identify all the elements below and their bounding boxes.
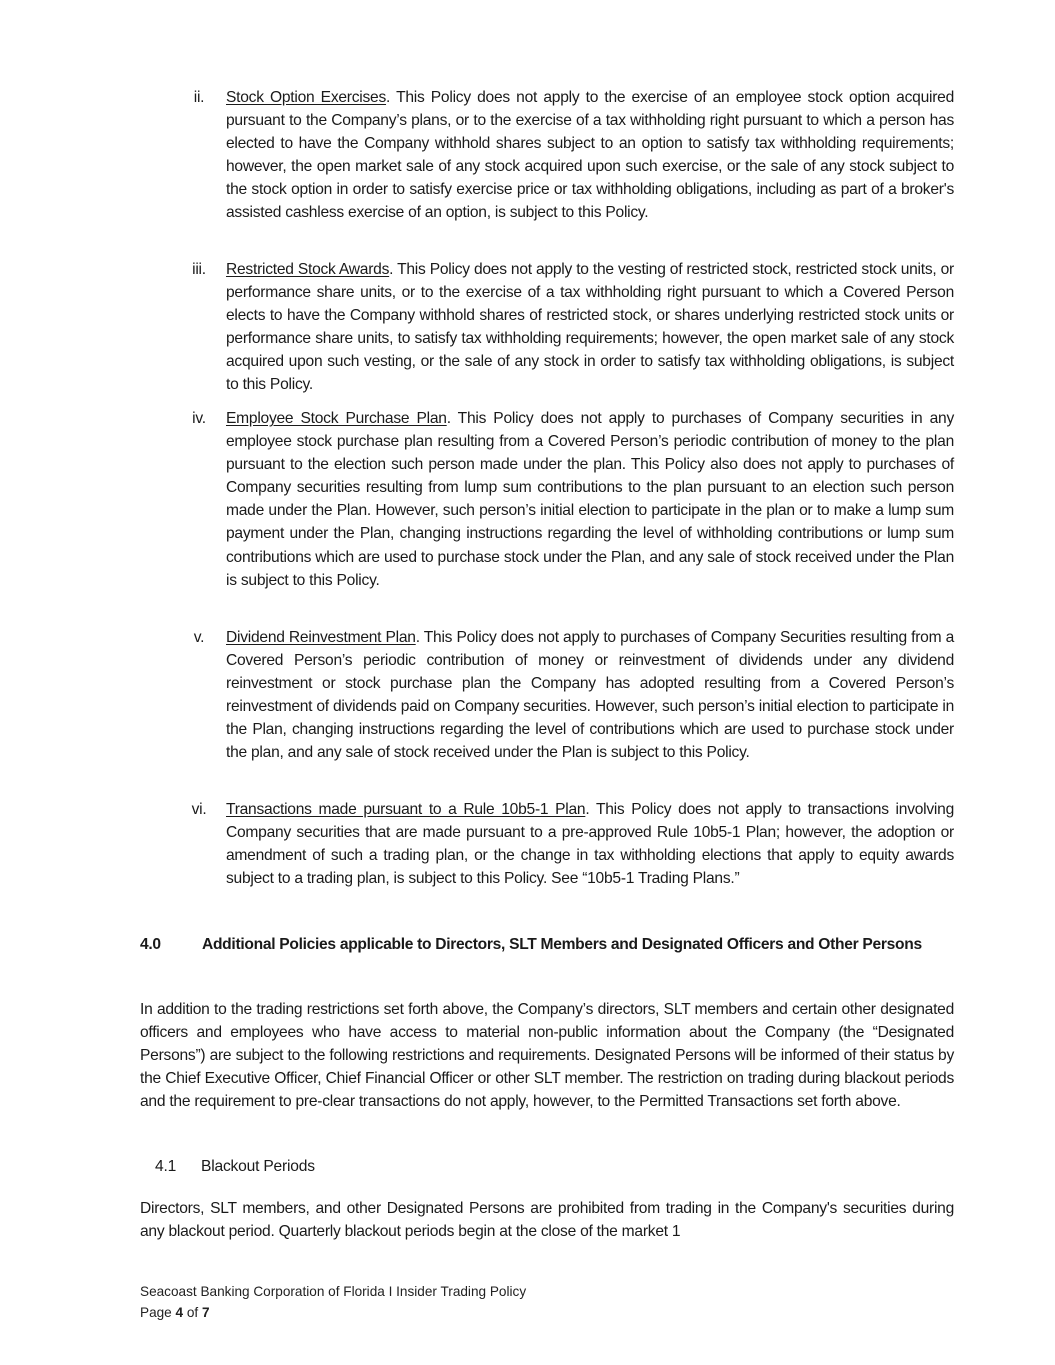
list-item-number: vi. (191, 801, 207, 818)
footer-document-title: Seacoast Banking Corporation of Florida I Insider Trading Policy (140, 1284, 527, 1299)
page-separator: of (183, 1305, 202, 1320)
list-item-employee-stock-purchase-plan (140, 407, 954, 592)
list-item-title: Transactions made pursuant to a Rule 10b5-1 Plan (226, 801, 586, 818)
list-item-number: iv. (192, 410, 206, 427)
list-item-rule-10b5-1-plan (140, 798, 954, 890)
section-number: 4.0 (140, 936, 161, 953)
list-item-restricted-stock-awards (140, 258, 954, 397)
list-item-stock-option-exercises (140, 86, 954, 225)
list-item-body (226, 407, 954, 592)
list-item-body (226, 258, 954, 397)
page-footer (140, 1281, 526, 1323)
section-heading (140, 933, 954, 956)
subsection-heading (155, 1155, 315, 1178)
list-item-title: Dividend Reinvestment Plan (226, 629, 416, 646)
list-item-number: iii. (192, 261, 206, 278)
list-item-body (226, 86, 954, 225)
subsection-number: 4.1 (155, 1158, 177, 1175)
page-total: 7 (201, 1305, 210, 1320)
list-item-text: . This Policy does not apply to purchases of Company securities in any employee stock purchase plan resulting from a Covered Person’s periodic contribution of money to the plan pursuant to the election such person made under the plan. This Policy also does not apply to purchases of Company securities resulting from lump sum contributions to the plan pursuant to an election such person made under the Plan. However, such person’s initial election to participate in the plan or to make a lump sum payment under the Plan, changing instructions regarding the level of withholding contributions or lump sum contributions which are used to purchase stock under the Plan, and any sale of stock received under the Plan is subject to this Policy. (226, 410, 954, 589)
page-current: 4 (175, 1305, 184, 1320)
subsection-paragraph: Directors, SLT members, and other Designated Persons are prohibited from trading in the Company's securities during any blackout period. Quarterly blackout periods begin at the close of the market 1 (140, 1200, 954, 1241)
subsection-title: Blackout Periods (201, 1158, 315, 1175)
list-item-text: . This Policy does not apply to the vesting of restricted stock, restricted stock units, or performance share units, or to the exercise of a tax withholding right pursuant to which a Covered Person elects to have the Company withhold shares of restricted stock, or shares underlying restricted stock units or performance share units, to satisfy tax withholding requirements; however, the open market sale of any stock acquired upon such vesting, or the sale of any stock in order to satisfy tax withholding obligations, is subject to this Policy. (226, 261, 954, 394)
list-item-title: Stock Option Exercises (226, 89, 387, 106)
footer-page-number (140, 1302, 526, 1323)
list-item-text: . This Policy does not apply to transactions involving Company securities that are made pursuant to a pre-approved Rule 10b5-1 Plan; however, the adoption or amendment of such a trading plan, or the change in tax withholding elections that apply to equity awards subject to a trading plan, is subject to this Policy. See “10b5-1 Trading Plans.” (226, 801, 954, 888)
list-item-number: ii. (193, 89, 205, 106)
page-label: Page (140, 1305, 176, 1320)
list-item-number: v. (193, 629, 205, 646)
list-item-dividend-reinvestment-plan (140, 626, 954, 765)
list-item-text: . This Policy does not apply to purchases of Company Securities resulting from a Covered Person’s periodic contribution of money or reinvestment of dividends under any dividend reinvestment or stock purchase plan the Company has adopted resulting from a Covered Person’s reinvestment of dividends paid on Company securities. However, such person’s initial election to participate in the Plan, changing instructions regarding the level of contributions which are used to purchase stock under the plan, and any sale of stock received under the Plan is subject to this Policy. (226, 629, 954, 762)
list-item-body (226, 626, 954, 765)
list-item-title: Restricted Stock Awards (226, 261, 390, 278)
list-item-text: . This Policy does not apply to the exercise of an employee stock option acquired pursuant to the Company’s plans, or to the exercise of a tax withholding right pursuant to which a person has elected to have the Company withhold shares subject to an option to satisfy tax withholding requirements; however, the open market sale of any stock acquired upon such exercise, or the sale of any stock subject to the stock option in order to satisfy exercise price or tax withholding obligations, including as part of a broker's assisted cashless exercise of an option, is subject to this Policy. (226, 89, 954, 222)
section-title: Additional Policies applicable to Directors, SLT Members and Designated Officers and Other Persons (202, 936, 922, 953)
section-intro-paragraph: In addition to the trading restrictions set forth above, the Company’s directors, SLT members and certain other designated officers and employees who have access to material non-public information about the Company (the “Designated Persons”) are subject to the following restrictions and requirements. Designated Persons will be informed of their status by the Chief Executive Officer, Chief Financial Officer or other SLT member. The restriction on trading during blackout periods and the requirement to pre-clear transactions do not apply, however, to the Permitted Transactions set forth above. (140, 1001, 954, 1111)
list-item-body (226, 798, 954, 890)
list-item-title: Employee Stock Purchase Plan (226, 410, 447, 427)
